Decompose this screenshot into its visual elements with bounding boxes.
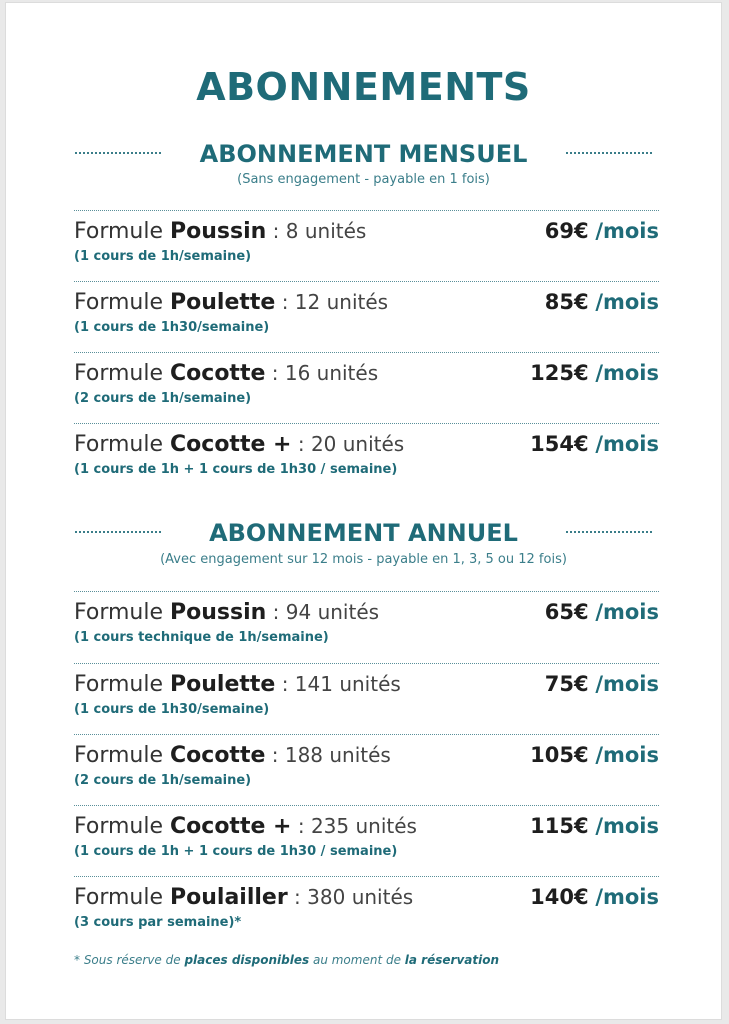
plan-units: : 94 unités xyxy=(266,600,380,624)
plan-note: (1 cours de 1h30/semaine) xyxy=(74,702,270,717)
plan-price: 75€ /mois xyxy=(544,672,659,696)
plan-units: : 380 unités xyxy=(287,885,414,909)
plan-label: Formule Poulette : 141 unités xyxy=(74,672,401,697)
plan-label: Formule Cocotte + : 20 unités xyxy=(74,432,405,457)
decorative-dots-left xyxy=(75,531,161,533)
monthly-plan-row xyxy=(74,423,659,494)
plan-note: (3 cours par semaine)* xyxy=(74,915,242,930)
plan-price: 154€ /mois xyxy=(530,432,659,456)
plan-units: : 8 unités xyxy=(266,219,367,243)
annual-plan-row xyxy=(74,591,659,662)
plan-name: Poulette xyxy=(170,290,276,315)
plan-label: Formule Poussin : 94 unités xyxy=(74,600,380,625)
footnote: * Sous réserve de places disponibles au moment de la réservation xyxy=(74,953,499,967)
pricing-page xyxy=(5,2,722,1020)
plan-price: 105€ /mois xyxy=(530,743,659,767)
annual-plan-row xyxy=(74,876,659,947)
monthly-plan-row xyxy=(74,210,659,281)
plan-price: 140€ /mois xyxy=(530,885,659,909)
page-title: ABONNEMENTS xyxy=(196,65,531,109)
plan-note: (1 cours de 1h/semaine) xyxy=(74,249,252,264)
plan-units: : 20 unités xyxy=(291,432,405,456)
plan-note: (1 cours de 1h + 1 cours de 1h30 / semaine) xyxy=(74,462,398,477)
decorative-dots-left xyxy=(75,152,161,154)
plan-units: : 16 unités xyxy=(265,361,379,385)
decorative-dots-right xyxy=(566,531,652,533)
plan-label: Formule Cocotte : 16 unités xyxy=(74,361,379,386)
plan-price: 85€ /mois xyxy=(544,290,659,314)
plan-note: (2 cours de 1h/semaine) xyxy=(74,773,252,788)
plan-label: Formule Cocotte : 188 unités xyxy=(74,743,391,768)
plan-units: : 12 unités xyxy=(275,290,389,314)
plan-label: Formule Poulette : 12 unités xyxy=(74,290,389,315)
plan-note: (1 cours de 1h + 1 cours de 1h30 / semaine) xyxy=(74,844,398,859)
plan-price: 65€ /mois xyxy=(544,600,659,624)
annual-section-title: ABONNEMENT ANNUEL xyxy=(209,519,518,547)
decorative-dots-right xyxy=(566,152,652,154)
plan-label: Formule Poussin : 8 unités xyxy=(74,219,367,244)
plan-note: (1 cours de 1h30/semaine) xyxy=(74,320,270,335)
plan-name: Cocotte xyxy=(170,361,266,386)
plan-name: Cocotte + xyxy=(170,432,292,457)
annual-plan-row xyxy=(74,663,659,734)
plan-price: 125€ /mois xyxy=(530,361,659,385)
plan-units: : 141 unités xyxy=(275,672,401,696)
annual-plan-row xyxy=(74,805,659,876)
monthly-section-title: ABONNEMENT MENSUEL xyxy=(199,140,528,168)
plan-name: Cocotte + xyxy=(170,814,292,839)
plan-name: Poussin xyxy=(170,219,267,244)
monthly-section-subtitle: (Sans engagement - payable en 1 fois) xyxy=(237,172,490,187)
monthly-plan-row xyxy=(74,352,659,423)
plan-price: 69€ /mois xyxy=(544,219,659,243)
plan-name: Poulailler xyxy=(170,885,288,910)
plan-note: (1 cours technique de 1h/semaine) xyxy=(74,630,329,645)
plan-units: : 235 unités xyxy=(291,814,417,838)
plan-name: Poussin xyxy=(170,600,267,625)
plan-price: 115€ /mois xyxy=(530,814,659,838)
plan-note: (2 cours de 1h/semaine) xyxy=(74,391,252,406)
annual-plan-row xyxy=(74,734,659,805)
plan-name: Cocotte xyxy=(170,743,266,768)
plan-label: Formule Poulailler : 380 unités xyxy=(74,885,414,910)
plan-label: Formule Cocotte + : 235 unités xyxy=(74,814,417,839)
annual-section-subtitle: (Avec engagement sur 12 mois - payable en 1, 3, 5 ou 12 fois) xyxy=(160,552,567,567)
monthly-plan-row xyxy=(74,281,659,352)
plan-units: : 188 unités xyxy=(265,743,391,767)
plan-name: Poulette xyxy=(170,672,276,697)
